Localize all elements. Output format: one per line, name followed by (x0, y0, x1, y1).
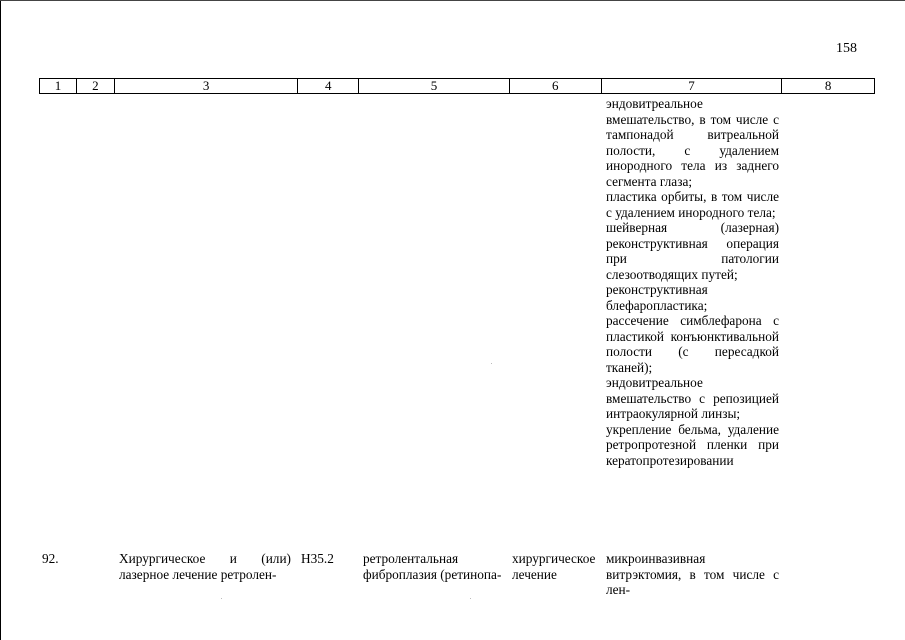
scan-edge-top (0, 0, 905, 1)
row-col-5: ретролентальная фиброплазия (ретинопа- (363, 551, 502, 582)
header-col-5: 5 (359, 79, 510, 93)
header-col-7: 7 (602, 79, 783, 93)
treatment-item: эндовитреальное вмешательство, в том числе с тампонадой витреальной полости, с удалением инородного тела из заднего сегмента глаза; (606, 96, 779, 189)
header-col-8: 8 (824, 78, 832, 93)
treatment-item: эндовитреальное вмешательство с репозицией интраокулярной линзы; (606, 375, 779, 421)
scan-edge-left (0, 0, 1, 640)
treatment-item: шейверная (лазерная) реконструктивная операция при патологии слезоотводящих путей; (606, 220, 779, 282)
row-col-3: Хирургическое и (или) лазерное лечение ретролен- (119, 551, 291, 582)
row-col-7: микроинвазивная витрэктомия, в том числе с лен- (606, 551, 779, 597)
scan-speck (491, 363, 492, 364)
treatment-item: реконструктивная блефаропластика; (606, 282, 708, 313)
scan-speck (470, 598, 471, 599)
header-col-2: 2 (77, 79, 115, 93)
table-header-row (39, 78, 875, 94)
treatment-item: рассечение симблефарона с пластикой конъюнктивальной полости (с пересадкой тканей); (606, 313, 779, 375)
header-col-6: 6 (510, 79, 602, 93)
row-col-6: хирургическое лечение (512, 551, 596, 582)
treatment-item: укрепление бельма, удаление ретропротезной пленки при кератопротезировании (606, 421, 779, 468)
page-number: 158 (836, 41, 857, 56)
header-col-3: 3 (115, 79, 299, 93)
header-col-4: 4 (298, 79, 359, 93)
header-col-1: 1 (40, 79, 77, 93)
continuation-col-7 (606, 96, 779, 468)
row-number: 92. (42, 551, 59, 566)
treatment-item: пластика орбиты, в том числе с удалением инородного тела; (606, 189, 779, 220)
scan-speck (221, 598, 222, 599)
row-col-4-code: H35.2 (301, 551, 334, 566)
